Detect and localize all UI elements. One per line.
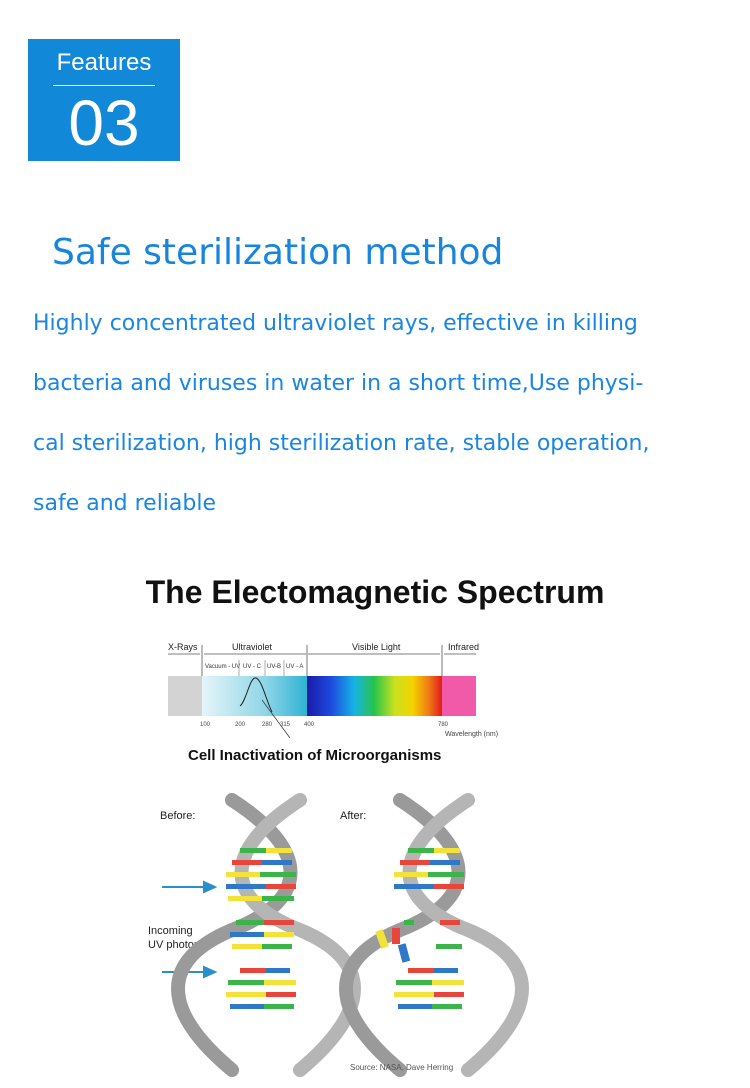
badge-number: 03 (68, 87, 140, 159)
after-label: After: (340, 810, 367, 822)
badge-label: Features (56, 49, 152, 76)
wavelength-tick: 780 (438, 722, 449, 728)
band-label-ultraviolet: Ultraviolet (232, 642, 273, 652)
spectrum-infrared-segment (442, 676, 476, 716)
subband-label-uva: UV - A (286, 664, 304, 670)
incoming-label: Incoming (148, 925, 193, 937)
spectrum-title: The Electomagnetic Spectrum (145, 574, 605, 610)
description-line: safe and reliable (33, 491, 217, 516)
before-label: Before: (160, 810, 196, 822)
wavelength-tick: 280 (262, 722, 273, 728)
band-label-visible: Visible Light (352, 642, 401, 652)
feature-badge (28, 39, 180, 161)
spectrum-xrays-segment (168, 676, 202, 716)
wavelength-tick: 100 (200, 722, 211, 728)
section-title: Safe sterilization method (52, 232, 504, 273)
spectrum-visible-segment (307, 676, 442, 716)
description-line: cal sterilization, high sterilization rate, stable operation, (33, 431, 650, 456)
subband-label-uvb: UV-B (267, 664, 282, 670)
description (33, 300, 733, 540)
band-label-infrared: Infrared (448, 642, 480, 652)
band-label-xrays: X-Rays (168, 642, 198, 652)
wavelength-axis-label: Wavelength (nm) (445, 731, 499, 738)
description-line: Highly concentrated ultraviolet rays, effective in killing (33, 311, 638, 336)
badge-divider (53, 85, 155, 86)
dna-helix-before (178, 800, 354, 1070)
uv-photon-arrow (162, 882, 215, 892)
spectrum-uv-segment (202, 676, 307, 716)
wavelength-tick: 200 (235, 722, 246, 728)
dna-helix-after (346, 800, 522, 1070)
incoming-label: UV photon (148, 939, 200, 951)
description-line: bacteria and viruses in water in a short time,Use physi- (33, 371, 644, 396)
subband-label-vacuum: Vacuum - UV (205, 664, 241, 670)
wavelength-tick: 400 (304, 722, 315, 728)
source-credit: Source: NASA, Dave Herring (350, 1063, 454, 1072)
spectrum-and-dna-figure (0, 630, 750, 1088)
wavelength-tick: 315 (280, 722, 291, 728)
subband-label-uvc: UV - C (243, 664, 261, 670)
cell-inactivation-title: Cell Inactivation of Microorganisms (188, 747, 442, 764)
